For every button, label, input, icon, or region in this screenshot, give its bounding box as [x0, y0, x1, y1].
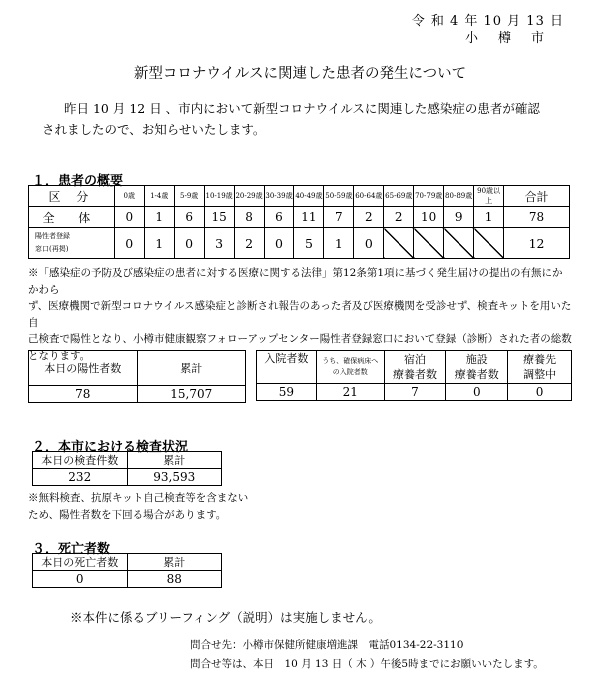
- header-line: うち、確保病床へ: [322, 357, 379, 365]
- header-line: 療養者数: [454, 368, 499, 381]
- today-positive-value: 78: [29, 386, 138, 403]
- count-cell: 2: [384, 207, 414, 228]
- testing-note: [28, 490, 288, 524]
- note-line: ※「感染症の予防及び感染症の患者に対する医療に関する法律」第12条第1項に基づく発生届けの提出の有無にかかわら: [28, 267, 563, 296]
- count-cell: 2: [354, 207, 384, 228]
- age-group-cell: 65-69歳: [384, 186, 414, 207]
- age-group-cell: 50-59歳: [324, 186, 354, 207]
- not-applicable-cell: [384, 228, 414, 259]
- age-group-cell: 60-64歳: [354, 186, 384, 207]
- hospitalized-header: 入院者数: [257, 351, 317, 384]
- note-line: ※無料検査、抗原キット自己検査等を含まない: [28, 492, 249, 504]
- count-cell: 1: [474, 207, 504, 228]
- today-positive-header: 本日の陽性者数: [29, 351, 138, 386]
- count-cell: 6: [264, 207, 294, 228]
- age-group-cell: 0歳: [114, 186, 144, 207]
- not-applicable-cell: [474, 228, 504, 259]
- positive-count-table: [28, 350, 246, 403]
- care-adjusting-value: 0: [508, 384, 572, 401]
- total-header: 合計: [504, 186, 570, 207]
- age-group-cell: 30-39歳: [264, 186, 294, 207]
- count-cell: 0: [354, 228, 384, 259]
- count-cell: 7: [324, 207, 354, 228]
- age-group-cell: 40-49歳: [294, 186, 324, 207]
- lodging-care-value: 7: [384, 384, 446, 401]
- count-cell: 0: [264, 228, 294, 259]
- count-cell: 1: [144, 207, 174, 228]
- row-label-registration: [29, 228, 115, 259]
- document-title: 新型コロナウイルスに関連した患者の発生について: [133, 66, 467, 82]
- count-cell: 8: [234, 207, 264, 228]
- count-cell: 0: [174, 228, 204, 259]
- hospitalization-table: [256, 350, 572, 401]
- header-line: 宿泊: [403, 353, 426, 366]
- total-cell: 12: [504, 228, 570, 259]
- count-cell: 3: [204, 228, 234, 259]
- total-cell: 78: [504, 207, 570, 228]
- cumulative-positive-value: 15,707: [137, 386, 246, 403]
- inquiry-hours: 問合せ等は、本日 10 月 13 日（ 木 ）午後5時までにお願いいたします。: [190, 658, 544, 670]
- issuing-city: 小樽市: [464, 31, 564, 46]
- intro-paragraph: [42, 98, 562, 140]
- age-group-cell: 5-9歳: [174, 186, 204, 207]
- contact-info: 問合せ先：小樽市保健所健康増進課 電話0134-22-3110: [190, 639, 464, 651]
- header-line: 療養先: [523, 353, 557, 366]
- today-tests-value: 232: [33, 469, 128, 486]
- section1-heading: １．患者の概要: [32, 174, 124, 189]
- age-group-cell: 1-4歳: [144, 186, 174, 207]
- count-cell: 15: [204, 207, 234, 228]
- category-header: 区 分: [29, 186, 115, 207]
- header-line: 療養者数: [392, 368, 437, 381]
- age-group-cell: 10-19歳: [204, 186, 234, 207]
- deaths-table: [32, 553, 222, 588]
- count-cell: 10: [414, 207, 444, 228]
- note-line: ず、医療機関で新型コロナウイルス感染症と診断され報告のあった者及び医療機関を受診せず、検査キットを用いた自: [28, 300, 572, 329]
- count-cell: 0: [114, 207, 144, 228]
- care-adjusting-header: [508, 351, 572, 384]
- age-group-cell: 90歳以上: [474, 186, 504, 207]
- section3-heading: ３．死亡者数: [32, 542, 111, 557]
- not-applicable-cell: [444, 228, 474, 259]
- row-label-line-1: 陽性者登録: [35, 232, 70, 240]
- note-line: 己検査で陽性となり、小樽市健康観察フォローアップセンター陽性者登録窓口において登録（診断）された者の総数: [28, 333, 572, 345]
- document-date: 令 和 4 年 10 月 13 日: [411, 14, 564, 29]
- header-line: 調整中: [523, 368, 557, 381]
- facility-care-value: 0: [446, 384, 508, 401]
- secured-beds-header: [316, 351, 384, 384]
- not-applicable-cell: [414, 228, 444, 259]
- today-tests-header: 本日の検査件数: [33, 452, 128, 469]
- facility-care-header: [446, 351, 508, 384]
- cumulative-header: 累計: [127, 554, 222, 571]
- intro-line-2: されましたので、お知らせいたします。: [42, 122, 266, 137]
- count-cell: 1: [324, 228, 354, 259]
- cumulative-tests-value: 93,593: [127, 469, 222, 486]
- row-label-all: 全 体: [29, 207, 115, 228]
- all-patients-row: [29, 207, 570, 228]
- count-cell: 9: [444, 207, 474, 228]
- count-cell: 6: [174, 207, 204, 228]
- cumulative-header: 累計: [127, 452, 222, 469]
- hospitalized-value: 59: [257, 384, 317, 401]
- age-group-cell: 20-29歳: [234, 186, 264, 207]
- age-group-cell: 80-89歳: [444, 186, 474, 207]
- count-cell: 0: [114, 228, 144, 259]
- count-cell: 11: [294, 207, 324, 228]
- patient-age-table: [28, 185, 570, 259]
- age-group-cell: 70-79歳: [414, 186, 444, 207]
- lodging-care-header: [384, 351, 446, 384]
- cumulative-header: 累計: [137, 351, 246, 386]
- header-line: の入院者数: [332, 368, 368, 376]
- row-label-line-2: 窓口(再掲): [35, 245, 69, 253]
- secured-beds-value: 21: [316, 384, 384, 401]
- age-header-row: [29, 186, 570, 207]
- testing-table: [32, 451, 222, 486]
- count-cell: 2: [234, 228, 264, 259]
- header-line: 施設: [465, 353, 488, 366]
- count-cell: 5: [294, 228, 324, 259]
- intro-line-1: 昨日 10 月 12 日 、市内において新型コロナウイルスに関連した感染症の患者が確認: [64, 101, 540, 116]
- section2-heading: ２．本市における検査状況: [32, 440, 189, 455]
- note-line: となります。: [28, 349, 91, 362]
- today-deaths-value: 0: [33, 571, 128, 588]
- today-deaths-header: 本日の死亡者数: [33, 554, 128, 571]
- briefing-note: ※本件に係るブリーフィング（説明）は実施しません。: [70, 610, 381, 625]
- cumulative-deaths-value: 88: [127, 571, 222, 588]
- note-line: ため、陽性者数を下回る場合があります。: [28, 509, 227, 521]
- registration-window-row: [29, 228, 570, 259]
- count-cell: 1: [144, 228, 174, 259]
